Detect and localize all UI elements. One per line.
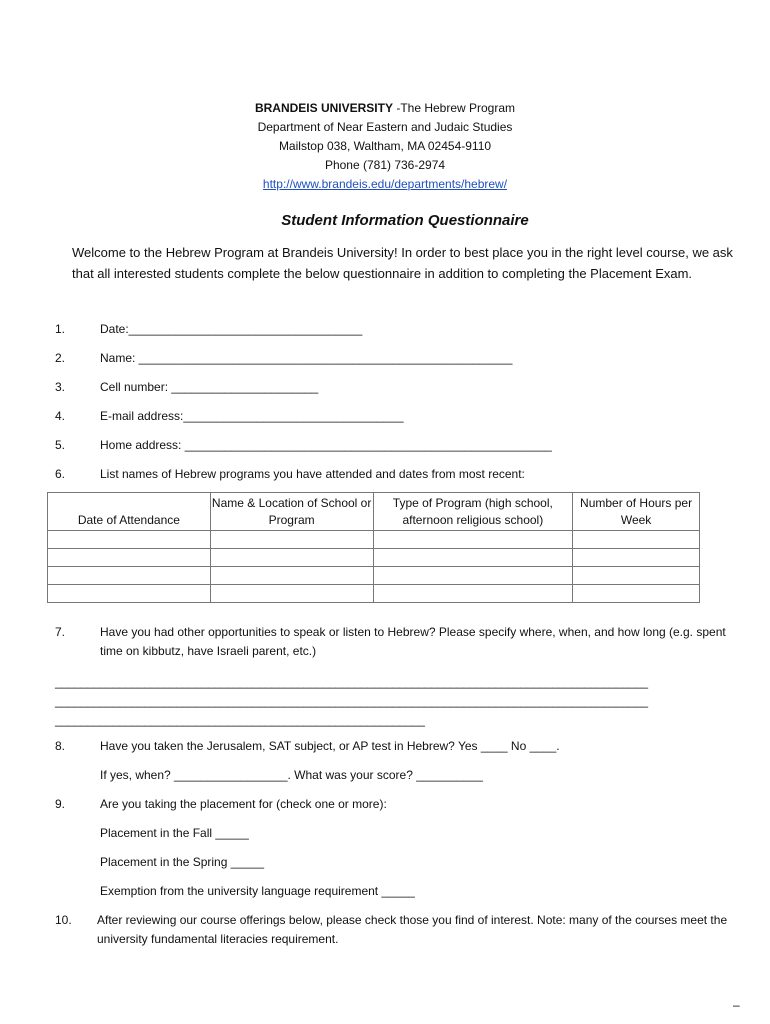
table-cell[interactable] — [48, 567, 211, 585]
test-date-score-field[interactable]: If yes, when? _________________. What was your score? __________ — [100, 768, 483, 782]
name-field[interactable]: Name: ________________________________________________________ — [100, 351, 513, 365]
answer-line[interactable]: _____________________________________________________________________________________________ — [55, 675, 648, 689]
header-line-1 — [0, 99, 770, 117]
home-address-field[interactable]: Home address: _______________________________________________________ — [100, 438, 552, 452]
table-cell[interactable] — [210, 567, 373, 585]
column-header: Type of Program (high school, afternoon religious school) — [373, 493, 573, 531]
table-row — [48, 585, 700, 603]
table-cell[interactable] — [573, 549, 700, 567]
table-cell[interactable] — [48, 585, 211, 603]
date-field[interactable]: Date:___________________________________ — [100, 322, 363, 336]
test-taken-field[interactable]: Have you taken the Jerusalem, SAT subject, or AP test in Hebrew? Yes ____ No ____. — [100, 739, 560, 753]
table-row — [48, 549, 700, 567]
department-name: Department of Near Eastern and Judaic Studies — [257, 120, 513, 134]
column-header: Number of Hours per Week — [573, 493, 700, 531]
table-header-row — [48, 493, 700, 531]
question-6-text: List names of Hebrew programs you have attended and dates from most recent: — [100, 467, 525, 481]
answer-line[interactable]: __________________________________________________________ — [55, 713, 425, 727]
form-title: Student Information Questionnaire — [281, 212, 529, 229]
placement-spring-field[interactable]: Placement in the Spring _____ — [100, 855, 265, 869]
table-row — [48, 567, 700, 585]
program-history-table — [47, 492, 700, 603]
cell-number-field[interactable]: Cell number: ______________________ — [100, 380, 319, 394]
table-cell[interactable] — [373, 531, 573, 549]
email-field[interactable]: E-mail address:_________________________________ — [100, 409, 404, 423]
intro-paragraph: Welcome to the Hebrew Program at Brandeis University! In order to best place you in the right level course, we ask that all interested students complete the below questionnaire in addition to completing the Placement Exam. — [72, 245, 733, 281]
phone-number: Phone (781) 736-2974 — [324, 158, 446, 172]
question-10-text: After reviewing our course offerings below, please check those you find of interest. Note: many of the courses meet the university fundamental literacies requirement. — [97, 913, 728, 946]
question-7-text: Have you had other opportunities to speak or listen to Hebrew? Please specify where, when, and how long (e.g. spent time on kibbutz, have Israeli parent, etc.) — [100, 625, 726, 658]
questionnaire-page: BRANDEIS UNIVERSITY -The Hebrew Program Department of Near Eastern and Judaic Studies Mailstop 038, Waltham, MA 02454-9110 Phone (781) 736-2974 http://www.brandeis.edu/departments/hebrew/ Student Information Questionnaire Welcome to the Hebrew Program at Brandeis University! In order to best place you in the right level course, we ask that all interested students complete the below questionnaire in addition to completing the Placement Exam. 1. Date:___________________________________ 2. Name: ________________________________________________________ 3. Cell number: ______________________ 4. E-mail address:_________________________________ 5. Home address: _______________________________________________________ 6. List names of Hebrew programs you have attended and dates from most recent: Date of Attendance Name & Location of School or Program Type of Program (high school, afternoon religious school) Number of Hours per Week 7. Have you had other opportunities to speak or listen to Hebrew? Please specify where, when, and how long (e.g. spent time on kibbutz, have Israeli parent, etc.) _____________________________________________________________________________________________ _____________________________________________________________________________________________ __________________________________________________________ 8. Have you taken the Jerusalem, SAT subject, or AP test in Hebrew? Yes ____ No ____. If yes, when? _________________. What was your score? __________ 9. Are you taking the placement for (check one or more): Placement in the Fall _____ Placement in the Spring _____ Exemption from the university language requirement _____ 10. After reviewing our course offerings below, please check those you find of interest. Note: many of the courses meet the university fundamental literacies requirement. – — [0, 0, 770, 1024]
question-9-text: Are you taking the placement for (check one or more): — [100, 797, 387, 811]
table-cell[interactable] — [573, 567, 700, 585]
table-cell[interactable] — [210, 585, 373, 603]
placement-fall-field[interactable]: Placement in the Fall _____ — [100, 826, 249, 840]
table-cell[interactable] — [373, 549, 573, 567]
page-mark: – — [733, 998, 740, 1012]
mailing-address: Mailstop 038, Waltham, MA 02454-9110 — [278, 139, 492, 153]
column-header: Name & Location of School or Program — [210, 493, 373, 531]
table-cell[interactable] — [373, 567, 573, 585]
table-cell[interactable] — [573, 531, 700, 549]
table-cell[interactable] — [48, 531, 211, 549]
table-cell[interactable] — [373, 585, 573, 603]
program-website-link[interactable]: http://www.brandeis.edu/departments/hebrew/ — [262, 177, 508, 191]
program-name: -The Hebrew Program — [392, 101, 516, 115]
table-cell[interactable] — [210, 549, 373, 567]
table-cell[interactable] — [48, 549, 211, 567]
university-name: BRANDEIS UNIVERSITY — [254, 101, 393, 115]
exemption-field[interactable]: Exemption from the university language requirement _____ — [100, 884, 415, 898]
column-header: Date of Attendance — [48, 493, 211, 531]
answer-line[interactable]: _____________________________________________________________________________________________ — [55, 694, 648, 708]
table-row — [48, 531, 700, 549]
table-cell[interactable] — [573, 585, 700, 603]
table-cell[interactable] — [210, 531, 373, 549]
